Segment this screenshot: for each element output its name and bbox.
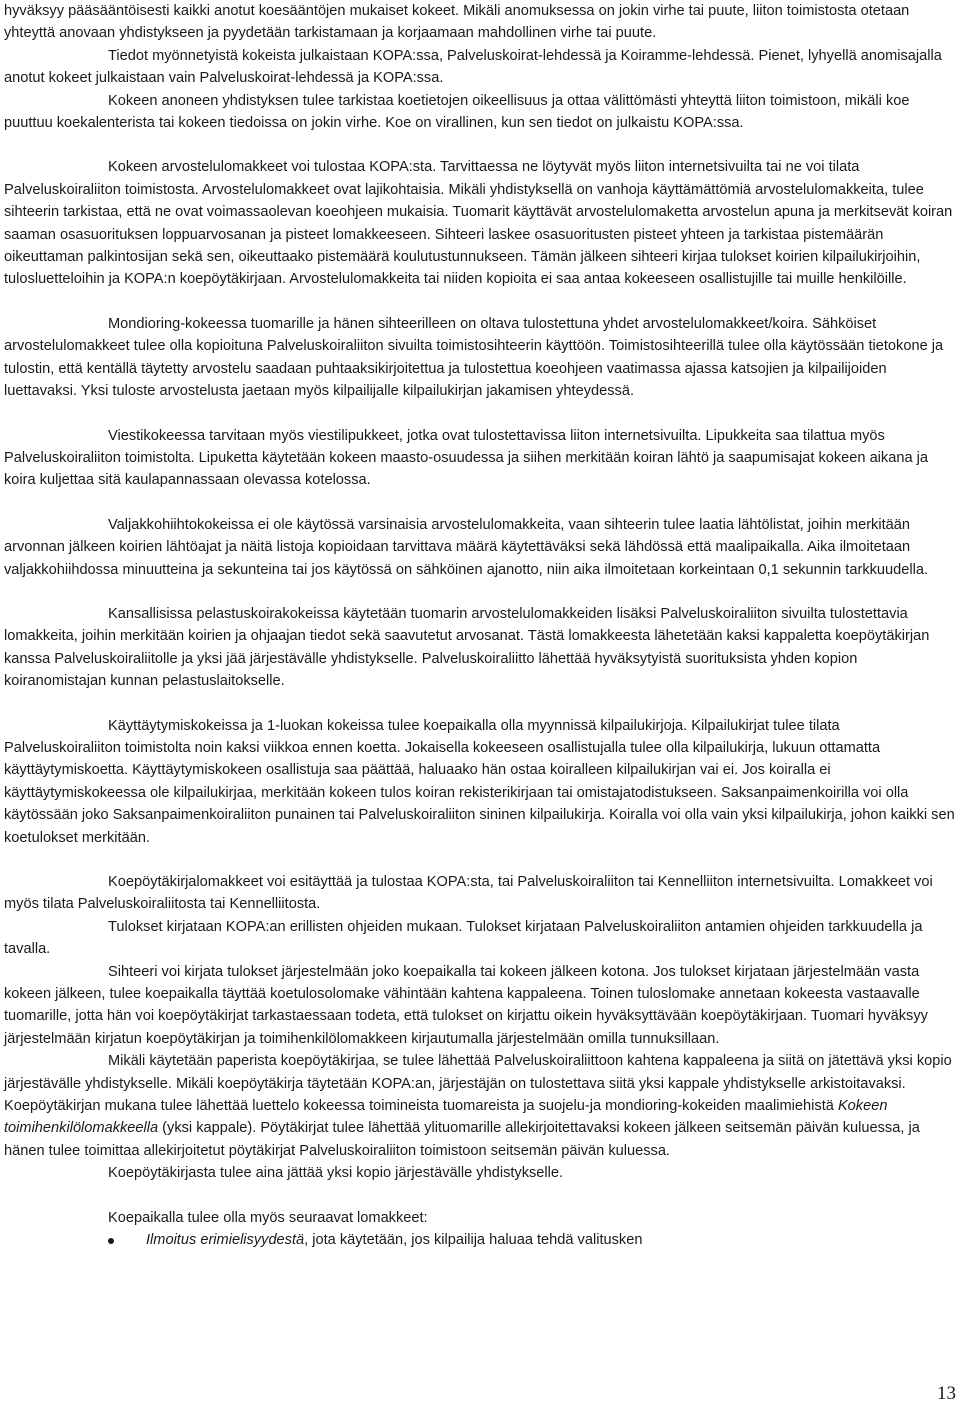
- form-title-italic: Kokeen toimihenkilölomakkeella: [4, 1098, 888, 1137]
- spacer: [4, 1185, 958, 1207]
- paragraph-paper-protocol: [4, 1050, 958, 1162]
- paragraph-message-test: Viestikokeessa tarvitaan myös viestilipukkeet, jotka ovat tulostettavissa liiton internetsivuilta. Lipukkeita saa tilattua myös Palveluskoiraliiton toimistolta. Lipuketta käytetään kokeen maasto-osuudessa ja siihen merkitään koiran lähtö ja saapumisajat kokeen aikana ja koira kuljettaa sitä kaulapannassaan olevassa kotelossa.: [4, 427, 928, 489]
- paragraph-secretary: Sihteeri voi kirjata tulokset järjestelmään joko koepaikalla tai kokeen jälkeen kotona. Jos tulokset kirjataan järjestelmään vasta kokeen jälkeen, tulee koepaikalla täyttää koetulosolomake vähintään kahtena kappaleena. Toinen tuloslomake annetaan kokeesta vastaavalle tuomarille, jotta hän voi koepöytäkirjat tarkastaessaan todeta, että tulokset on kirjattu oikein hyväksyttävään koepöytäkirjaan. Tuomari hyväksyy järjestelmään kirjatun koepöytäkirjan ja toimihenkilölomakkeen kirjautumalla järjestelmään omilla tunnuksillaan.: [4, 963, 928, 1047]
- spacer: [4, 849, 958, 871]
- paragraph-copy: Koepöytäkirjasta tulee aina jättää yksi kopio järjestävälle yhdistykselle.: [108, 1165, 564, 1182]
- paragraph-sled-skiing: Valjakkohiihtokokeissa ei ole käytössä varsinaisia arvostelulomakkeita, vaan sihteerin tulee laatia lähtölistat, joihin merkitään arvonnan jälkeen koirien lähtöajat ja näitä listoja kopioidaan tarvittava määrä käytettäväksi sekä lähdössä että maalipaikalla. Aika ilmoitetaan valjakkohiihdossa minuutteina ja sekunteina tai jos käytössä on sähköinen ajanotto, niin aika ilmoitetaan korkeintaan 0,1 sekunnin tarkkuudella.: [4, 516, 929, 578]
- page-number: 13: [937, 1383, 956, 1404]
- paragraph-text: Mikäli käytetään paperista koepöytäkirjaa, se tulee lähettää Palveluskoiraliittoon kahtena kappaleena ja siitä on jätettävä yksi kopio järjestävälle yhdistykselle. Mikäli koepöytäkirja täytetään KOPA:an, järjestäjän on tulostettava siitä yksi kappale yhdistykselle arkistoitavaksi. Koepöytäkirjan mukana tulee lähettää luettelo kokeessa toimineista tuomareista ja suojelu-ja mondioring-kokeiden maalimiehistä: [4, 1053, 952, 1115]
- list-item: [4, 1229, 958, 1251]
- paragraph-verification: Kokeen anoneen yhdistyksen tulee tarkistaa koetietojen oikeellisuus ja ottaa välittömästi yhteyttä liiton toimistoon, mikäli koe puuttuu koekalenterista tai kokeen tiedoissa on jokin virhe. Koe on virallinen, kun sen tiedot on julkaistu KOPA:ssa.: [4, 92, 910, 132]
- spacer: [4, 693, 958, 715]
- paragraph-application-approval: hyväksyy pääsääntöisesti kaikki anotut koesääntöjen mukaiset kokeet. Mikäli anomuksessa on jokin virhe tai puute, liiton toimistosta otetaan yhteyttä anovaan yhdistykseen ja pyydetään tarkistamaan ja korjaamaan mahdollinen virhe tai puute.: [4, 3, 910, 42]
- paragraph-publication: Tiedot myönnetyistä kokeista julkaistaan KOPA:ssa, Palveluskoirat-lehdessä ja Koiramme-lehdessä. Pienet, lyhyellä anomisajalla anotut kokeet julkaistaan vain Palveluskoirat-lehdessä ja KOPA:ssa.: [4, 47, 942, 87]
- spacer: [4, 291, 958, 313]
- forms-list: [4, 1229, 958, 1251]
- form-title-italic: Ilmoitus erimielisyydestä: [146, 1232, 305, 1249]
- paragraph-protocol-forms: Koepöytäkirjalomakkeet voi esitäyttää ja tulostaa KOPA:sta, tai Palveluskoiraliiton tai Kennelliiton internetsivuilta. Lomakkeet voi myös tilata Palveluskoiraliitosta tai Kennelliitosta.: [4, 874, 933, 913]
- bullet-icon: [108, 1238, 114, 1244]
- paragraph-forms-list-intro: Koepaikalla tulee olla myös seuraavat lomakkeet:: [108, 1209, 428, 1226]
- paragraph-evaluation-forms: Kokeen arvostelulomakkeet voi tulostaa KOPA:sta. Tarvittaessa ne löytyvät myös liiton internetsivuilta tai ne voi tilata Palveluskoiraliiton toimistosta. Arvostelulomakkeet ovat lajikohtaisia. Mikäli yhdistyksellä on vanhoja käyttämättömiä arvostelulomakkeita, tulee sihteerin tarkistaa, että ne ovat voimassaolevan koeohjeen mukaisia. Tuomarit käyttävät arvostelulomaketta arvostelun apuna ja merkitsevät koiran saaman osasuorituksen loppuarvosanan ja pisteet lomakkeeseen. Sihteeri laskee osasuoritusten pisteet yhteen ja tarkistaa pistemäärän oikeuttaman palkintosijan sekä sen, oikeuttaako pistemäärä koulutustunnukseen. Tämän jälkeen sihteeri kirjaa tulokset koirien kilpailukirjoihin, tulosluetteloihin ja KOPA:n koepöytäkirjaan. Arvostelulomakkeita tai niiden kopioita ei saa antaa kokeeseen osallistujille tai muille henkilöille.: [4, 159, 953, 288]
- paragraph-text: (yksi kappale). Pöytäkirjat tulee lähettää ylituomarille allekirjoitettavaksi kokeen jälkeen seitsemän päivän kuluessa, ja hänen tulee toimittaa allekirjoitetut pöytäkirjat Palveluskoiraliiton toimistoon seitsemän päivän kuluessa.: [4, 1120, 920, 1159]
- paragraph-behaviour-test: Käyttäytymiskokeissa ja 1-luokan kokeissa tulee koepaikalla olla myynnissä kilpailukirjoja. Kilpailukirjat tulee tilata Palveluskoiraliiton toimistolta noin kaksi viikkoa ennen koetta. Jokaisella kokeeseen osallistujalla tulee olla kilpailukirja, lukuun ottamatta käyttäytymiskoetta. Käyttäytymiskokeen osallistuja saa päättää, haluaako hän ostaa koiralleen kilpailukirjan vai ei. Jos koiralla ei käyttäytymiskokeessa ole kilpailukirjaa, merkitään kokeen tulos koiran rekisterikirjaan tai omistajatodistukseen. Saksanpaimenkoirilla voi olla käytössään joko Saksanpaimenkoiraliiton punainen tai Palveluskoiraliiton sininen kilpailukirja. Koiralla voi olla vain yksi kilpailukirja, johon kaikki sen koetulokset merkitään.: [4, 717, 955, 846]
- paragraph-results-recording: Tulokset kirjataan KOPA:an erillisten ohjeiden mukaan. Tulokset kirjataan Palveluskoiraliiton antamien ohjeiden tarkkuudella ja tavalla.: [4, 918, 923, 958]
- spacer: [4, 403, 958, 425]
- paragraph-rescue-dog: Kansallisissa pelastuskoirakokeissa käytetään tuomarin arvostelulomakkeiden lisäksi Palveluskoiraliiton sivuilta tulostettavia lomakkeita, joihin merkitään koirien ja ohjaajan tiedot sekä saavutetut arvosanat. Tästä lomakkeesta lähetetään kaksi kappaletta koepöytäkirjan kanssa Palveluskoiraliitolle ja yksi jää järjestävälle yhdistykselle. Palveluskoiraliitto lähettää hyväksytyistä suorituksista yhden kopion koiranomistajan kunnan pelastuslaitokselle.: [4, 605, 930, 690]
- spacer: [4, 581, 958, 603]
- list-item-text: , jota käytetään, jos kilpailija haluaa tehdä valitusken: [304, 1232, 643, 1249]
- spacer: [4, 134, 958, 156]
- spacer: [4, 492, 958, 514]
- document-page: [4, 0, 958, 1252]
- paragraph-mondioring: Mondioring-kokeessa tuomarille ja hänen sihteerilleen on oltava tulostettuna yhdet arvostelulomakkeet/koira. Sähköiset arvostelulomakkeet tulee olla kopioituna Palveluskoiraliiton sivuilta toimistosihteerin käyttöön. Toimistosihteerillä tulee olla käytössään tietokone ja tulostin, että kentällä täytetty arvostelu saadaan puhtaaksikirjoitettua ja tulostettua koeohjeen vaatimassa ajassa katsojien ja kilpailijoiden luettavaksi. Yksi tuloste arvostelusta jaetaan myös kilpailijalle kilpailukirjan jakamisen yhteydessä.: [4, 315, 944, 400]
